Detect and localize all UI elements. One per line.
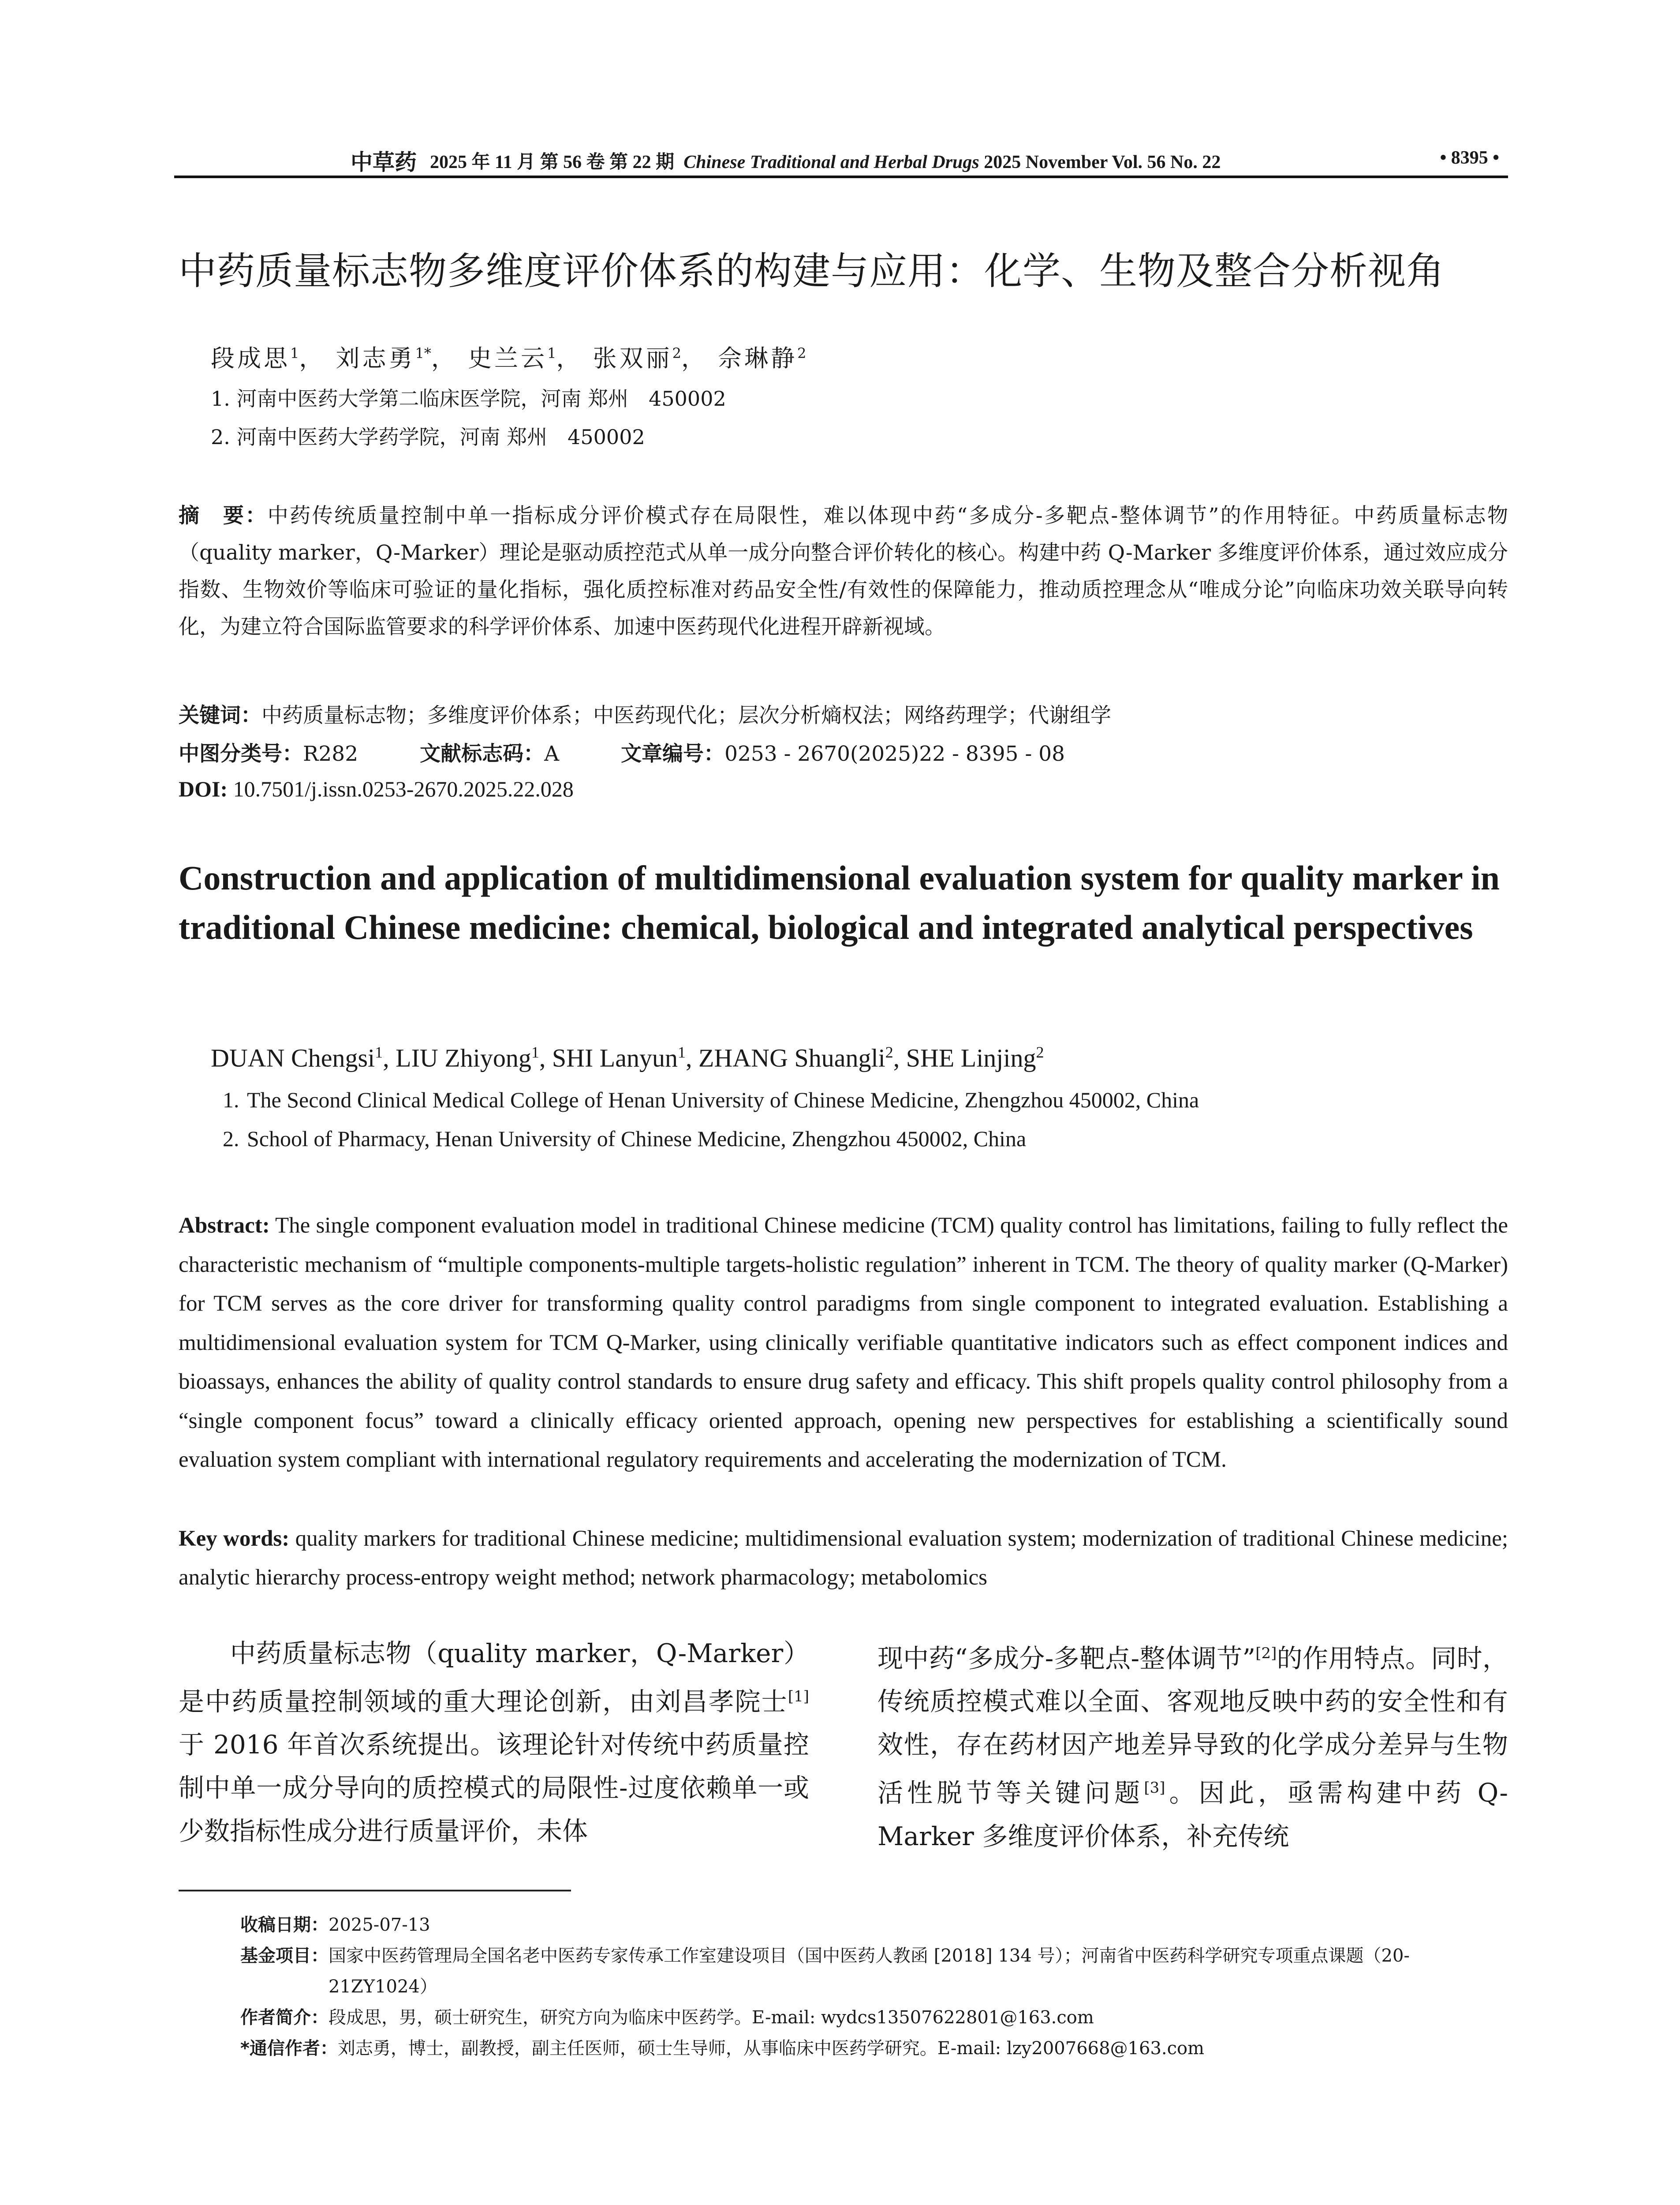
author-sup: 1 <box>290 345 299 362</box>
author-sup: 1 <box>547 345 556 362</box>
abstract-en-text: The single component evaluation model in traditional Chinese medicine (TCM) quality control has limitations, failing to fully reflect the characteristic mechanism of “multiple components-multiple targets-holistic regulation” inherent in TCM. The theory of quality marker (Q-Marker) for TCM serves as the core driver for transforming quality control paradigms from single component to integrated evaluation. Establishing a multidimensional evaluation system for TCM Q-Marker, using clinically verifiable quantitative indicators such as effect component indices and bioassays, enhances the ability of quality control standards to ensure drug safety and efficacy. This shift propels quality control philosophy from a “single component focus” toward a clinically efficacy oriented approach, opening new perspectives for establishing a scientifically sound evaluation system compliant with international regulatory requirements and accelerating the modernization of TCM. <box>179 1213 1508 1472</box>
doc-value: A <box>544 742 560 766</box>
abstract-cn <box>179 497 1508 646</box>
affiliation-text: School of Pharmacy, Henan University of Chinese Medicine, Zhengzhou 450002, China <box>247 1126 1027 1151</box>
citation-ref[interactable]: [1] <box>788 1688 809 1705</box>
title-cn: 中药质量标志物多维度评价体系的构建与应用：化学、生物及整合分析视角 <box>179 249 1445 293</box>
fund-label: 基金项目： <box>240 1946 329 1966</box>
author-cn: 佘琳静 <box>718 344 798 372</box>
affiliation-num: 2. <box>223 1126 239 1151</box>
footnotes <box>240 1910 1508 2064</box>
author-sup: 2 <box>1036 1043 1044 1061</box>
article-label: 文章编号： <box>621 742 725 766</box>
citation-ref[interactable]: [2] <box>1255 1644 1277 1662</box>
author-cn: 段成思 <box>211 344 290 372</box>
authors-en: DUAN Chengsi$^1$, LIU Zhiyong$^1$, SHI Lanyun$^1$, ZHANG Shuangli$^2$, SHE Linjing$^2$ <box>211 1043 1044 1073</box>
author-cn: 史兰云 <box>468 344 548 372</box>
keywords-en-label: Key words: <box>179 1526 290 1551</box>
doi-label: DOI: <box>179 777 228 801</box>
page-number: • 8395 • <box>1440 148 1499 168</box>
journal-name-cn: 中草药 <box>351 149 417 175</box>
author-en: DUAN Chengsi <box>211 1043 375 1073</box>
keywords-en <box>179 1519 1508 1597</box>
clc-value: R282 <box>303 742 358 766</box>
body-text: 于 2016 年首次系统提出。该理论针对传统中药质量控制中单一成分导向的质控模式的局限性-过度依赖单一或少数指标性成分进行质量评价，未体 <box>179 1730 809 1846</box>
author-en: LIU Zhiyong <box>396 1043 531 1073</box>
title-en: Construction and application of multidimensional evaluation system for quality marker in traditional Chinese medicine: chemical, biological and integrated analytical perspectives <box>179 859 1500 946</box>
author-sup: 1 <box>375 1043 383 1061</box>
keywords-cn <box>179 699 1111 729</box>
author-cn: 张双丽 <box>593 344 672 372</box>
received-label: 收稿日期： <box>240 1915 329 1935</box>
footnote-received <box>240 1910 1508 1940</box>
fund-value: 国家中医药管理局全国名老中医药专家传承工作室建设项目（国中医药人教函 [2018] 134 号）；河南省中医药科学研究专项重点课题（20-21ZY1024） <box>329 1946 1410 1997</box>
doi-value[interactable]: 10.7501/j.issn.0253-2670.2025.22.028 <box>233 777 574 801</box>
author-sup: 2 <box>672 345 681 362</box>
affiliation-en-2 <box>223 1126 1027 1151</box>
citation-ref[interactable]: [3] <box>1144 1779 1165 1797</box>
author-en: SHI Lanyun <box>552 1043 678 1073</box>
corresponding-value: 刘志勇，博士，副教授，副主任医师，硕士生导师，从事临床中医药学研究。E-mail: lzy2007668@163.com <box>337 2038 1205 2059</box>
author-en: SHE Linjing <box>906 1043 1036 1073</box>
author-sup: 1 <box>531 1043 539 1061</box>
running-header <box>174 140 1508 178</box>
author-sup: 1 <box>677 1043 686 1061</box>
body-column-right <box>877 1632 1508 1858</box>
author-sup: 1* <box>415 345 431 362</box>
abstract-cn-text: 中药传统质量控制中单一指标成分评价模式存在局限性，难以体现中药“多成分-多靶点-整体调节”的作用特征。中药质量标志物（quality marker，Q-Marker）理论是驱动质控范式从单一成分向整合评价转化的核心。构建中药 Q-Marker 多维度评价体系，通过效应成分指数、生物效价等临床可验证的量化指标，强化质控标准对药品安全性/有效性的保障能力，推动质控理念从“唯成分论”向临床功效关联导向转化，为建立符合国际监管要求的科学评价体系、加速中医药现代化进程开辟新视域。 <box>179 504 1508 639</box>
footnote-author <box>240 2002 1508 2033</box>
affiliation-en-1 <box>223 1087 1199 1113</box>
body-text: 的作用特点。同时，传统质控模式难以全面、客观地反映中药的安全性和有效性，存在药材因产地差异导致的化学成分差异与生物活性脱节等关键问题 <box>877 1643 1508 1808</box>
doi-line <box>179 776 574 802</box>
authors-cn: 段成思$^1$， 刘志勇$^{1*}$， 史兰云$^1$， 张双丽$^2$， 佘琳静$^2$ <box>211 344 806 372</box>
body-column-left <box>179 1632 809 1853</box>
issue-info <box>430 147 1221 174</box>
issue-cn: 2025 年 11 月 第 56 卷 第 22 期 <box>430 152 675 172</box>
author-sup: 2 <box>885 1043 893 1061</box>
affiliation-cn-2: 2. 河南中医药大学药学院，河南 郑州 450002 <box>211 425 645 449</box>
affiliation-num: 1. <box>223 1088 239 1112</box>
doc-label: 文献标志码： <box>420 742 545 766</box>
author-bio-value: 段成思，男，硕士研究生，研究方向为临床中医药学。E-mail: wydcs13507622801@163.com <box>329 2007 1094 2028</box>
body-text: 现中药“多成分-多靶点-整体调节” <box>877 1643 1256 1674</box>
keywords-cn-text: 中药质量标志物；多维度评价体系；中医药现代化；层次分析熵权法；网络药理学；代谢组学 <box>261 703 1111 728</box>
abstract-cn-label: 摘 要： <box>179 504 268 528</box>
abstract-en <box>179 1206 1508 1480</box>
clc-label: 中图分类号： <box>179 742 303 766</box>
body-text: 中药质量标志物（quality marker，Q-Marker）是中药质量控制领域的重大理论创新，由刘昌孝院士 <box>179 1638 809 1717</box>
journal-name-en: Chinese Traditional and Herbal Drugs <box>683 152 979 172</box>
author-sup: 2 <box>797 345 806 362</box>
footnote-corresponding <box>240 2033 1508 2064</box>
received-value: 2025-07-13 <box>329 1915 430 1935</box>
article-value: 0253 - 2670(2025)22 - 8395 - 08 <box>724 742 1065 766</box>
author-cn: 刘志勇 <box>336 344 415 372</box>
keywords-en-text: quality markers for traditional Chinese medicine; multidimensional evaluation system; modernization of traditional Chinese medicine; analytic hierarchy process-entropy weight method; network pharmacology; metabolomics <box>179 1526 1508 1590</box>
keywords-cn-label: 关键词： <box>179 703 261 728</box>
abstract-en-label: Abstract: <box>179 1213 270 1238</box>
issue-en: 2025 November Vol. 56 No. 22 <box>984 152 1221 172</box>
author-bio-label: 作者简介： <box>240 2007 329 2028</box>
author-en: ZHANG Shuangli <box>698 1043 885 1073</box>
affiliation-cn-1: 1. 河南中医药大学第二临床医学院，河南 郑州 450002 <box>211 387 726 411</box>
affiliation-text: The Second Clinical Medical College of Henan University of Chinese Medicine, Zhengzhou 450002, China <box>247 1088 1199 1112</box>
body-text: 。因此，亟需构建中药 Q-Marker 多维度评价体系，补充传统 <box>877 1778 1508 1851</box>
footnote-divider <box>179 1890 571 1891</box>
classification-line <box>179 737 1065 767</box>
footnote-fund <box>240 1940 1508 2002</box>
corresponding-label: *通信作者： <box>240 2038 338 2059</box>
